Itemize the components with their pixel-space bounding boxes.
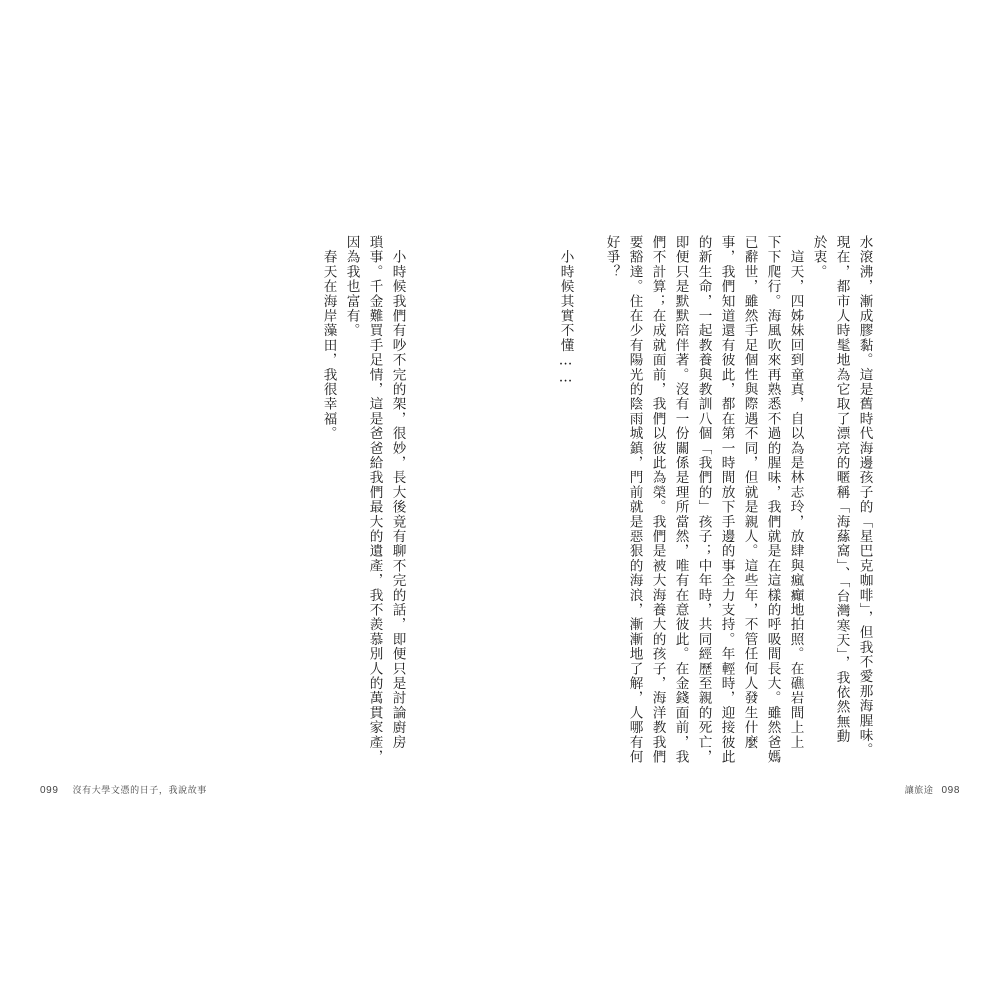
left-page-line-3: 因為我也富有。 [343,235,360,338]
right-page-line-3: 於衷。 [810,235,827,280]
left-page-line-1: 小時候我們有吵不完的架，很妙，長大後竟有聊不完的話，即便只是討論廚房 [389,235,406,750]
right-page-folio [905,783,960,796]
right-page-line-4: 這天，四姊妹回到童真，自以為是林志玲，放肆與瘋癲地拍照。在礁岩間上上 [787,235,804,750]
right-page-line-5: 下下爬行。海風吹來再熟悉不過的腥味，我們就是在這樣的呼吸間長大。雖然爸媽 [764,235,781,765]
right-page-line-11: 要豁達。住在少有陽光的陰雨城鎮，門前就是惡狠的海浪，漸漸地了解，人哪有何 [626,235,643,765]
left-page-number: 099 [40,785,59,796]
right-page-line-7: 事，我們知道還有彼此，都在第一時間放下手邊的事全力支持。年輕時，迎接彼此 [718,235,735,765]
left-page-folio [40,783,207,796]
right-page-number: 098 [941,785,960,796]
left-running-head: 沒有大學文憑的日子，我說故事 [72,786,207,796]
right-page-line-6: 已辭世，雖然手足個性與際遇不同，但就是親人。這些年，不管任何人發生什麼 [741,235,758,750]
right-page-line-10: 們不計算；在成就面前，我們以彼此為榮。我們是被大海養大的孩子，海洋教我們 [649,235,666,765]
right-page-line-2: 現在，都市人時髦地為它取了漂亮的暱稱「海蕬窩」、「台灣寒天」，我依然無動 [833,235,850,744]
right-page-line-1: 水滾沸，漸成膠黏。這是舊時代海邊孩子的「星巴克咖啡」，但我不愛那海腥味。 [856,235,873,758]
right-running-head: 讓旅途 [904,786,934,796]
right-page-line-14: 小時候其實不懂…… [557,235,574,387]
right-page-line-8: 的新生命，一起教養與教訓八個「我們的」孩子；中年時，共同經歷至親的死亡， [695,235,712,765]
right-page-line-12: 好爭？ [603,235,620,280]
left-page-line-2: 瑣事。千金難買手足情，這是爸爸給我們最大的遺產，我不羨慕別人的萬貫家產， [366,235,383,765]
right-page-line-9: 即便只是默默陪伴著。沒有一份關係是理所當然，唯有在意彼此。在金錢面前，我 [672,235,689,765]
left-page-line-4: 春天在海岸藻田，我很幸福。 [320,235,337,441]
